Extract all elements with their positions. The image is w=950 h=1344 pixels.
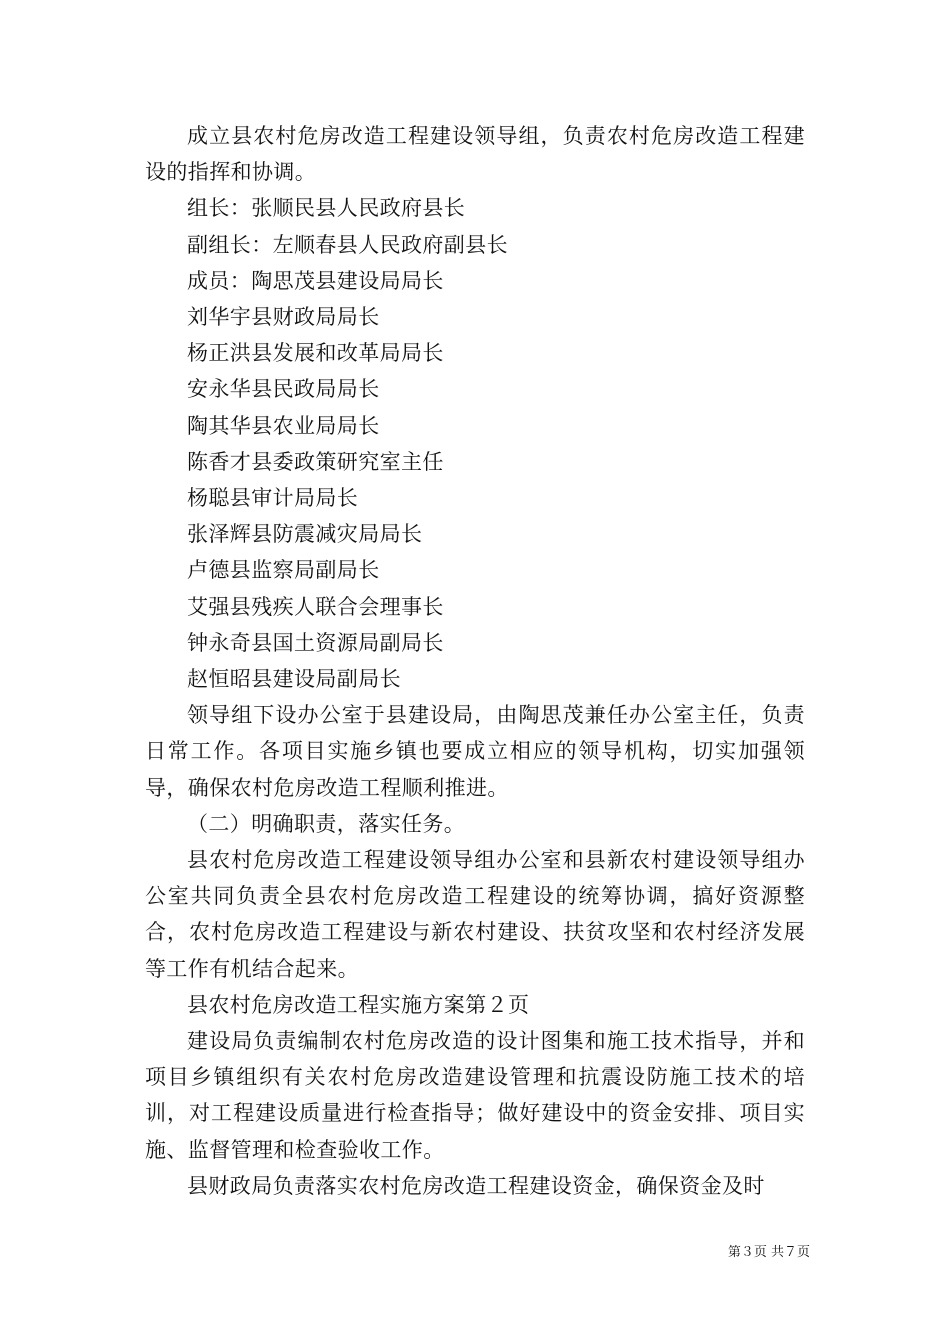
member-line: 钟永奇县国土资源局副局长 bbox=[187, 630, 444, 655]
section-heading: （二）明确职责，落实任务。 bbox=[187, 811, 466, 836]
document-body bbox=[145, 118, 805, 1204]
member-line: 陶其华县农业局局长 bbox=[187, 413, 380, 438]
member-line: 张泽辉县防震减灾局局长 bbox=[187, 522, 423, 547]
intro-paragraph: 成立县农村危房改造工程建设领导组，负责农村危房改造工程建设的指挥和协调。 bbox=[145, 124, 805, 185]
finance-paragraph: 县财政局负责落实农村危房改造工程建设资金，确保资金及时 bbox=[187, 1173, 765, 1198]
construction-paragraph: 建设局负责编制农村危房改造的设计图集和施工技术指导，并和项目乡镇组织有关农村危房改造建设管理和抗震设防施工技术的培训，对工程建设质量进行检查指导；做好建设中的资金安排、项目实施、监督管理和检查验收工作。 bbox=[145, 1029, 805, 1162]
coordination-paragraph: 县农村危房改造工程建设领导组办公室和县新农村建设领导组办公室共同负责全县农村危房改造工程建设的统筹协调，搞好资源整合，农村危房改造工程建设与新农村建设、扶贫攻坚和农村经济发展等工作有机结合起来。 bbox=[145, 848, 805, 981]
member-line: 杨正洪县发展和改革局局长 bbox=[187, 341, 444, 366]
member-line: 成员：陶思茂县建设局局长 bbox=[187, 268, 444, 293]
member-line: 副组长：左顺春县人民政府副县长 bbox=[187, 232, 508, 257]
member-line: 刘华宇县财政局局长 bbox=[187, 305, 380, 330]
member-line: 赵恒昭县建设局副局长 bbox=[187, 667, 401, 692]
member-line: 陈香才县委政策研究室主任 bbox=[187, 449, 444, 474]
member-line: 杨聪县审计局局长 bbox=[187, 486, 359, 511]
member-line: 卢德县监察局副局长 bbox=[187, 558, 380, 583]
member-line: 艾强县残疾人联合会理事长 bbox=[187, 594, 444, 619]
member-line: 组长：张顺民县人民政府县长 bbox=[187, 196, 466, 221]
office-paragraph: 领导组下设办公室于县建设局，由陶思茂兼任办公室主任，负责日常工作。各项目实施乡镇也要成立相应的领导机构，切实加强领导，确保农村危房改造工程顺利推进。 bbox=[145, 703, 805, 800]
member-line: 安永华县民政局局长 bbox=[187, 377, 380, 402]
page-reference: 县农村危房改造工程实施方案第２页 bbox=[187, 992, 530, 1017]
page-number-footer: 第３页 共７页 bbox=[727, 1245, 810, 1260]
